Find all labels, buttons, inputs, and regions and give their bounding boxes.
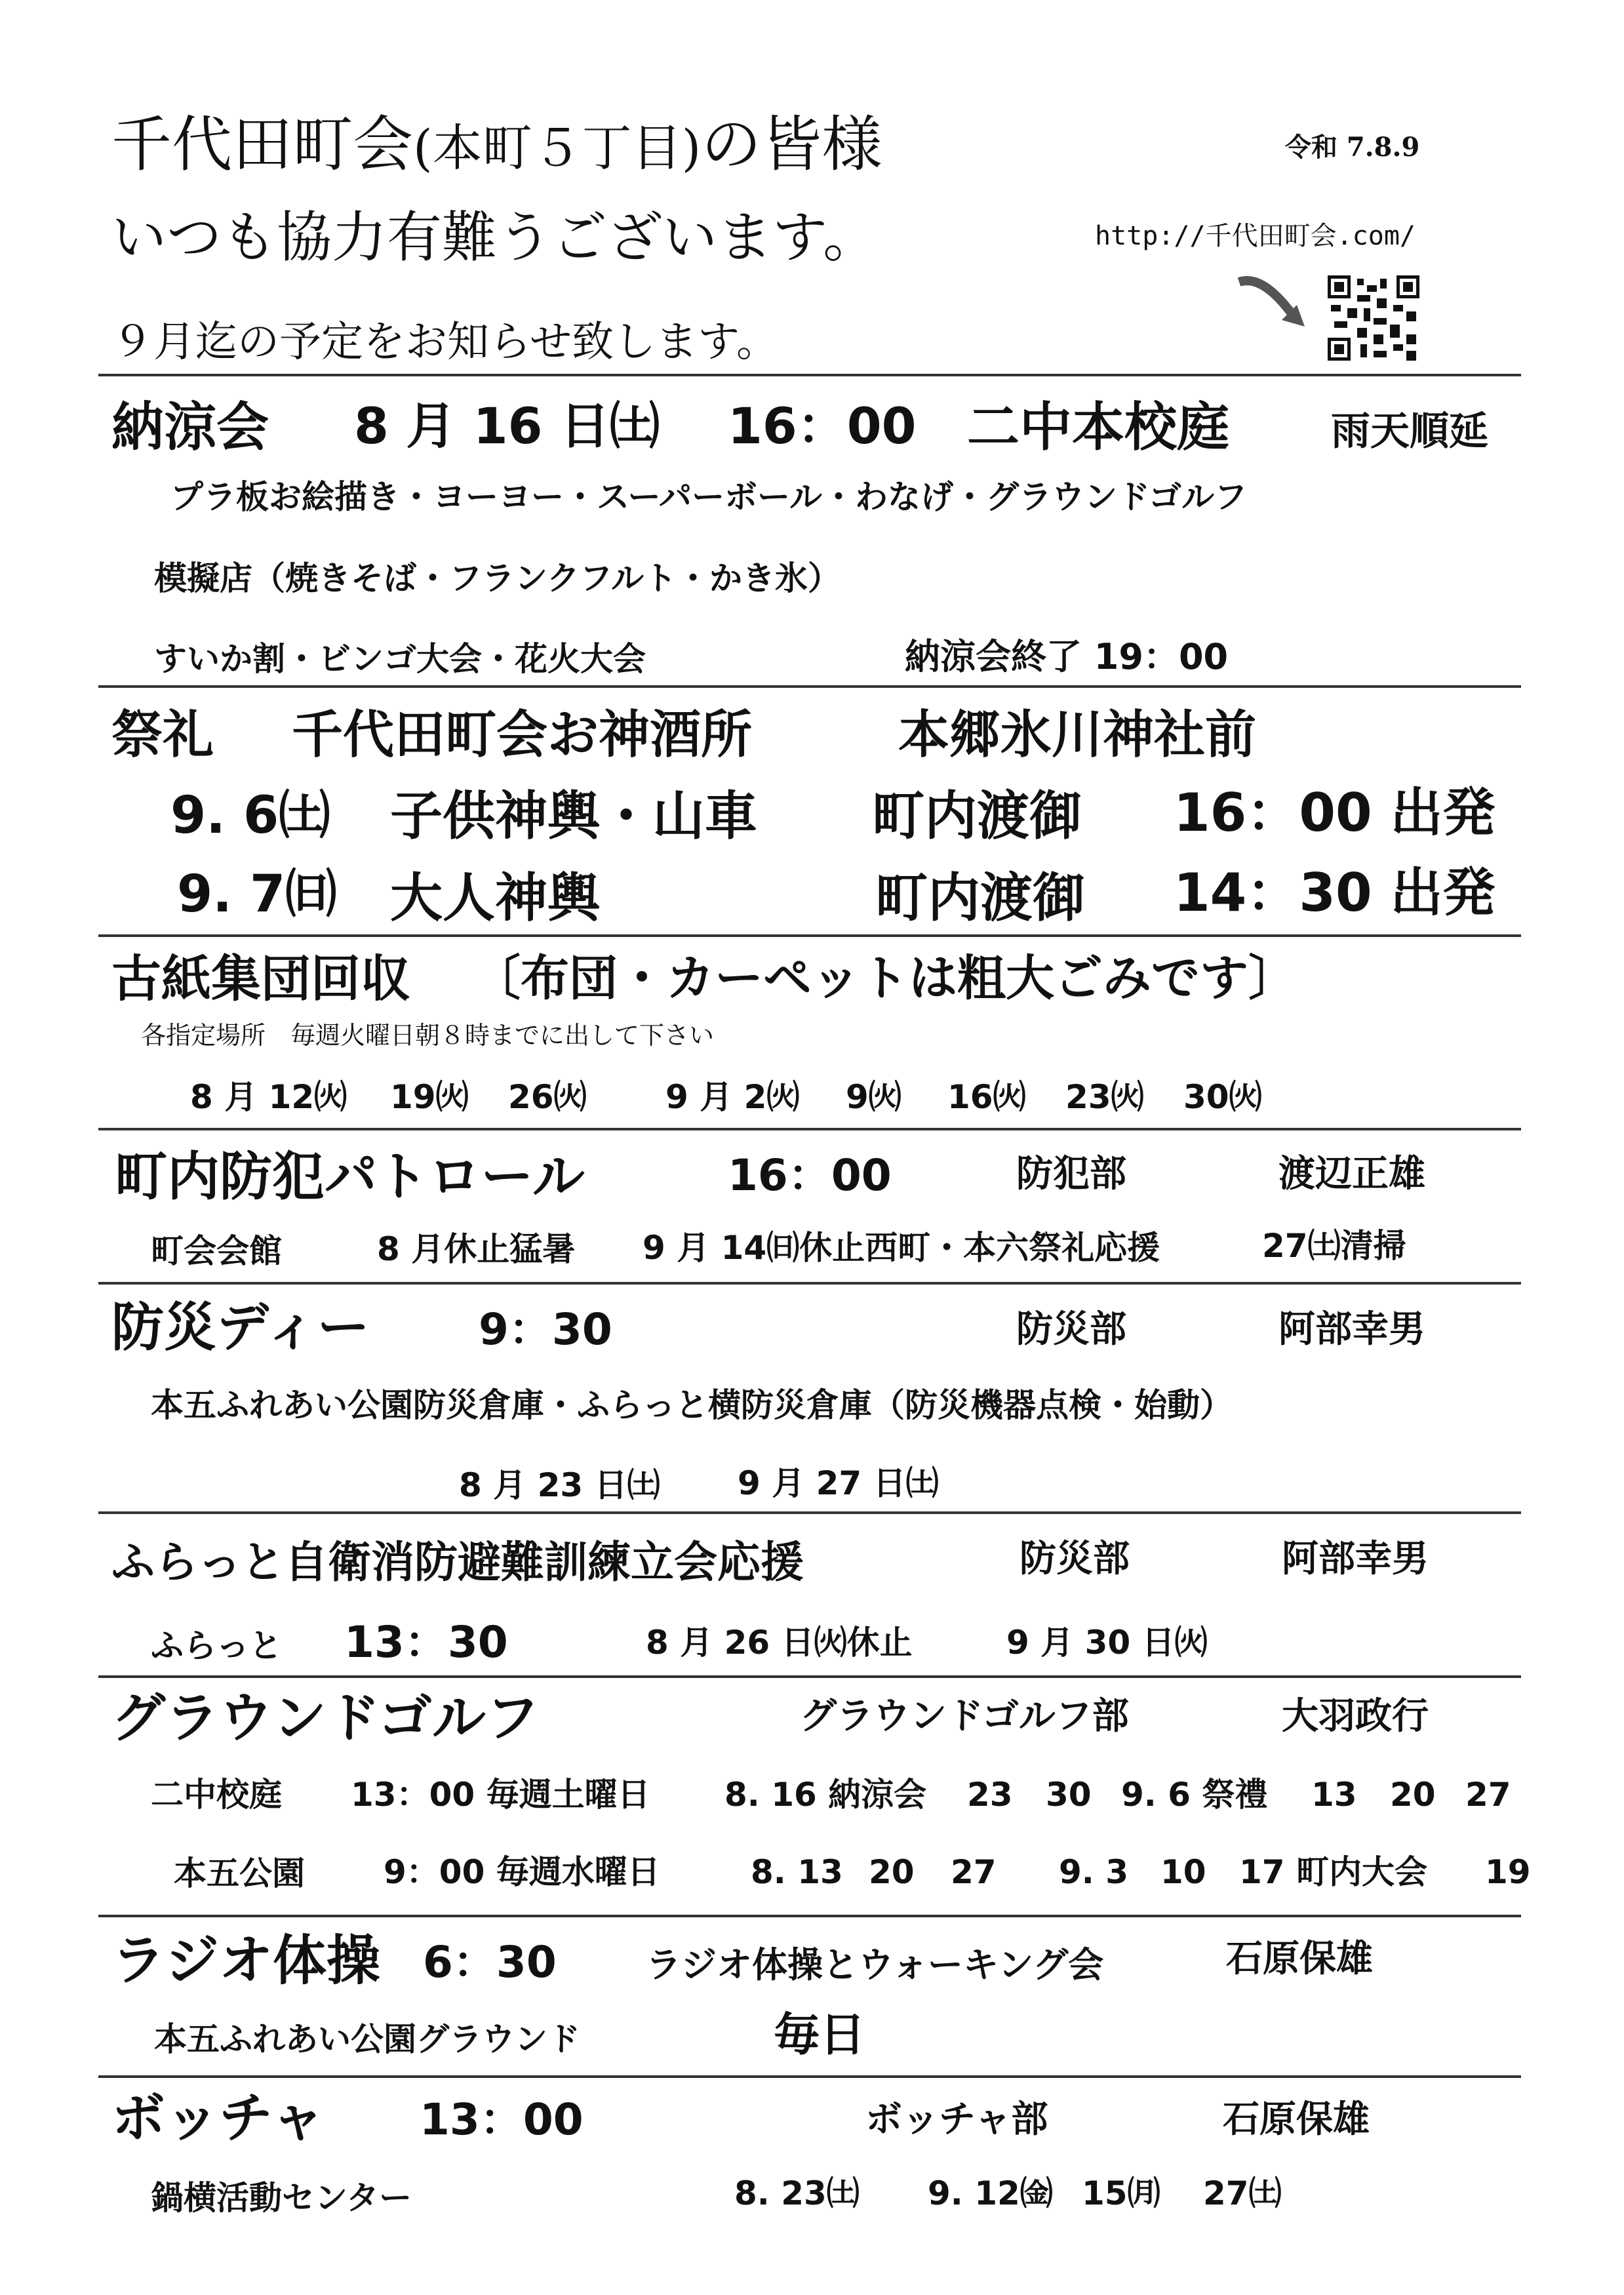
greeting-paren: (本町５丁目) — [413, 119, 702, 177]
golf-row1-date: 13 — [1311, 1776, 1357, 1814]
golf-row1-date: 27 — [1465, 1776, 1511, 1814]
golf-person: 大羽政行 — [1282, 1695, 1429, 1738]
golf-dept: グラウンドゴルフ部 — [800, 1695, 1129, 1738]
patrol-place: 町会会館 — [151, 1232, 282, 1270]
flat-dept: 防災部 — [1020, 1538, 1130, 1580]
boccia-time: 13：00 — [420, 2094, 584, 2145]
bousai-dept: 防災部 — [1016, 1308, 1126, 1351]
radio-frequency: 毎日 — [774, 2008, 865, 2062]
noryokai-place: 二中本校庭 — [967, 397, 1229, 458]
thanks-line: いつも協力有難うございます。 — [111, 205, 879, 269]
bousai-title: 防災ディー — [111, 1297, 370, 1358]
boccia-date: 27㈯ — [1203, 2174, 1282, 2212]
divider — [98, 1128, 1521, 1130]
noryokai-note: 雨天順延 — [1331, 409, 1488, 454]
flat-date2: 9 月 30 日㈫ — [1006, 1624, 1208, 1662]
sairei-row2-route: 町内渡御 — [875, 868, 1085, 928]
koshi-date: 26㈫ — [508, 1078, 587, 1116]
divider — [98, 1282, 1521, 1285]
bousai-date2: 9 月 27 日㈯ — [738, 1464, 939, 1502]
golf-row1-date: 8. 16 納涼会 — [724, 1776, 927, 1814]
divider — [98, 685, 1521, 688]
sairei-row1-date: 9. 6㈯ — [170, 786, 330, 845]
noryokai-line1: プラ板お絵描き・ヨーヨー・スーパーボール・わなげ・グラウンドゴルフ — [170, 478, 1247, 516]
boccia-title: ボッチャ — [111, 2087, 325, 2149]
golf-row1-date: 9. 6 祭禮 — [1121, 1776, 1268, 1814]
sairei-row2-time: 14：30 出発 — [1174, 862, 1495, 923]
boccia-person: 石原保雄 — [1223, 2098, 1370, 2141]
flat-place: ふらっと — [151, 1627, 282, 1665]
golf-row2-time: 9：00 毎週水曜日 — [384, 1853, 660, 1891]
sairei-row2-event: 大人神輿 — [390, 868, 600, 928]
koshi-date: 19㈫ — [390, 1078, 469, 1116]
patrol-detail3: 27㈯清掃 — [1262, 1227, 1406, 1265]
koshi-date: 9㈫ — [846, 1078, 901, 1116]
bousai-person: 阿部幸男 — [1278, 1308, 1425, 1351]
golf-row2-date: 27 — [951, 1853, 997, 1891]
golf-row2-date: 19 — [1485, 1853, 1531, 1891]
koshi-date: 23㈫ — [1065, 1078, 1144, 1116]
radio-place: 本五ふれあい公園グラウンド — [154, 2020, 580, 2058]
koshi-note: 〔布団・カーペットは粗大ごみです〕 — [472, 950, 1297, 1007]
issue-date: 令和 7.8.9 — [1285, 132, 1420, 163]
bousai-time: 9：30 — [479, 1304, 612, 1355]
divider — [98, 374, 1521, 376]
noryokai-title: 納涼会 — [111, 397, 269, 458]
golf-row2-date: 20 — [869, 1853, 915, 1891]
noryokai-line3: すいか割・ビンゴ大会・花火大会 — [154, 640, 646, 678]
noryokai-end-time: 納涼会終了 19：00 — [905, 636, 1229, 677]
boccia-date: 8. 23㈯ — [734, 2174, 860, 2212]
golf-row2-date: 17 町内大会 — [1239, 1853, 1427, 1891]
golf-row1-date: 30 — [1046, 1776, 1092, 1814]
golf-row1-date: 23 — [967, 1776, 1013, 1814]
flat-title: ふらっと自衛消防避難訓練立会応援 — [111, 1537, 804, 1587]
sairei-row1-event: 子供神輿・山車 — [390, 786, 757, 847]
golf-row2-date: 9. 3 — [1059, 1853, 1128, 1891]
bousai-date1: 8 月 23 日㈯ — [459, 1466, 660, 1504]
patrol-dept: 防犯部 — [1016, 1153, 1126, 1195]
radio-group: ラジオ体操とウォーキング会 — [646, 1944, 1104, 1986]
golf-row1-date: 20 — [1390, 1776, 1436, 1814]
koshi-date: 16㈫ — [947, 1078, 1026, 1116]
sairei-row1-route: 町内渡御 — [872, 786, 1082, 847]
divider — [98, 2075, 1521, 2078]
divider — [98, 1915, 1521, 1917]
sairei-title: 祭礼 — [111, 706, 214, 765]
sairei-row1-time: 16：00 出発 — [1174, 782, 1495, 843]
divider — [98, 934, 1521, 937]
golf-row1-place: 二中校庭 — [151, 1776, 282, 1814]
sairei-place: 千代田町会お神酒所 — [292, 706, 753, 765]
koshi-date: 30㈫ — [1183, 1078, 1262, 1116]
sairei-row2-date: 9. 7㈰ — [177, 865, 337, 924]
notice-line: ９月迄の予定をお知らせ致します。 — [111, 318, 778, 367]
golf-row2-date: 8. 13 — [751, 1853, 843, 1891]
koshi-date: 9 月 2㈫ — [665, 1078, 800, 1116]
bousai-place: 本五ふれあい公園防災倉庫・ふらっと横防災倉庫（防災機器点検・始動） — [151, 1386, 1233, 1424]
golf-row2-place: 本五公園 — [174, 1854, 305, 1892]
flat-date1: 8 月 26 日㈫休止 — [646, 1624, 913, 1662]
divider — [98, 1675, 1521, 1678]
patrol-person: 渡辺正雄 — [1278, 1153, 1425, 1195]
koshi-title: 古紙集団回収 — [111, 949, 410, 1008]
divider — [98, 1511, 1521, 1514]
greeting-main: 千代田町会 — [111, 110, 414, 180]
koshi-date: 8 月 12㈫ — [190, 1078, 347, 1116]
patrol-detail2: 9 月 14㈰休止西町・本六祭礼応援 — [643, 1229, 1160, 1267]
radio-time: 6：30 — [423, 1937, 557, 1987]
sairei-place2: 本郷氷川神社前 — [898, 706, 1257, 765]
golf-row1-time: 13：00 毎週土曜日 — [351, 1776, 650, 1814]
flat-time: 13：30 — [344, 1617, 508, 1667]
radio-person: 石原保雄 — [1226, 1938, 1373, 1980]
noryokai-time: 16：00 — [728, 397, 917, 455]
greeting-end: の皆様 — [701, 110, 882, 180]
flat-person: 阿部幸男 — [1282, 1538, 1429, 1580]
boccia-place: 鍋横活動センター — [151, 2179, 412, 2217]
arrow-icon — [1233, 269, 1311, 334]
noryokai-date: 8 月 16 日㈯ — [354, 397, 660, 455]
patrol-time: 16：00 — [728, 1150, 892, 1201]
boccia-date: 9. 12㈮ — [928, 2174, 1053, 2212]
radio-title: ラジオ体操 — [111, 1930, 381, 1992]
greeting-title — [111, 110, 882, 180]
boccia-dept: ボッチャ部 — [865, 2098, 1048, 2141]
patrol-detail1: 8 月休止猛暑 — [377, 1230, 576, 1268]
golf-row2-date: 10 — [1160, 1853, 1206, 1891]
koshi-sub: 各指定場所 毎週火曜日朝８時までに出して下さい — [141, 1021, 715, 1050]
site-url[interactable]: http://千代田町会.com/ — [1095, 221, 1416, 251]
golf-title: グラウンドゴルフ — [111, 1687, 540, 1749]
qr-code-icon[interactable] — [1328, 275, 1419, 361]
noryokai-line2: 模擬店（焼きそば・フランクフルト・かき氷） — [154, 559, 841, 597]
boccia-date: 15㈪ — [1082, 2174, 1160, 2212]
patrol-title: 町内防犯パトロール — [115, 1146, 585, 1207]
